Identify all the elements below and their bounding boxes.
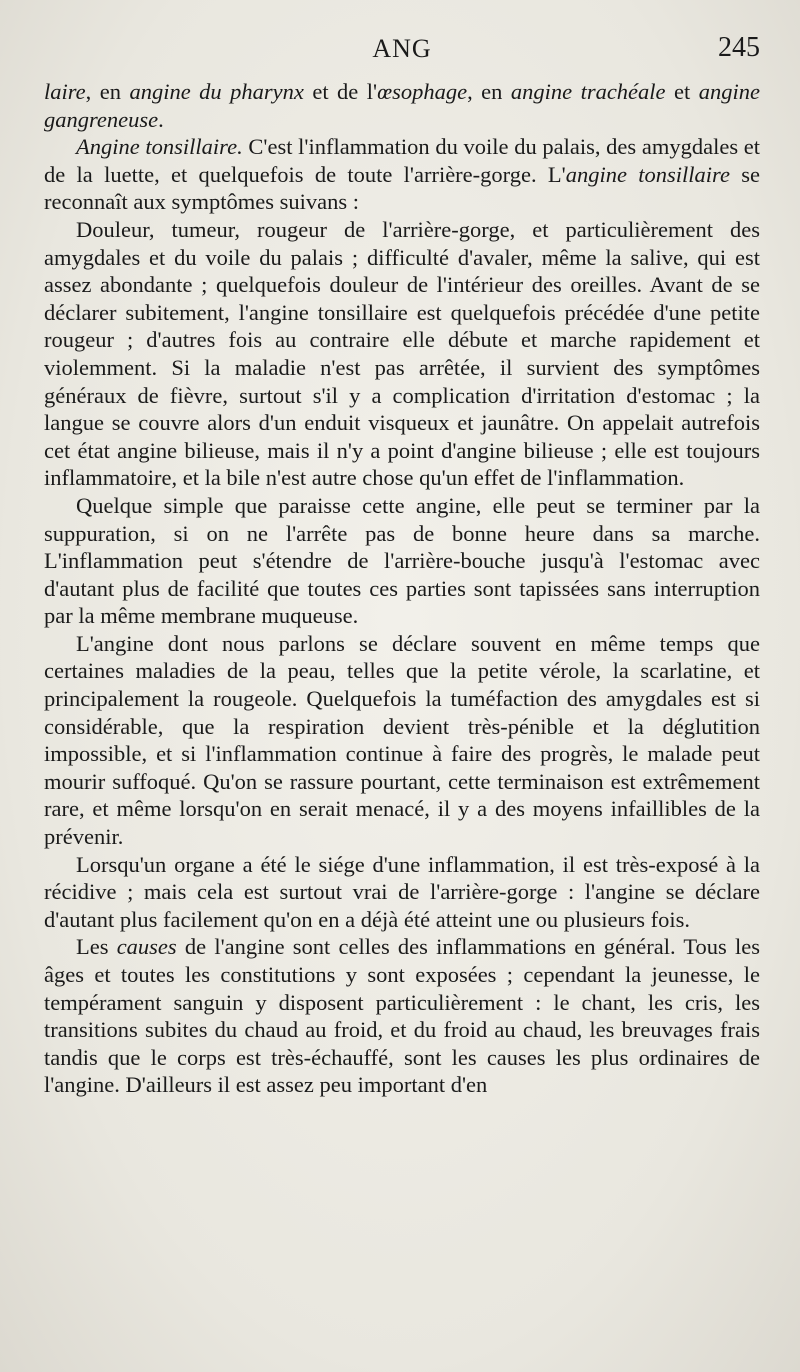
text-run: se reconnaît aux symptômes suivans : [44,161,760,215]
text-run: Quelque simple que paraisse cette angine, elle peut se terminer par la suppuration, si on ne l'arrête pas de bonne heure dans sa marche. L'inflammation peut s'étendre de l'arrière-bouche jusqu'à l'estomac avec d'autant plus de facilité que toutes ces parties sont tapissées sans interruption par la même membrane muqueuse. [44,492,760,629]
paragraph [44,851,760,934]
running-head: ANG [372,34,432,63]
italic-run: œsophage [377,79,468,104]
paragraph [44,933,760,1099]
text-run: . [158,106,164,132]
page-number: 245 [718,32,760,63]
page-header [44,30,760,70]
text-run: de l'angine sont celles des inflammations en général. Tous les âges et toutes les constitutions y sont exposées ; cependant la jeunesse, le tempérament sanguin y disposent particulièrement : le chant, les cris, les transitions subites du chaud au froid, et du froid au chaud, les breuvages frais tandis que le corps est très-échauffé, sont les causes les plus ordinaires de l'angine. D'ailleurs il est assez peu important d'en [44,934,760,1098]
text-run: et [665,79,699,104]
paragraph [44,492,760,630]
text-run: L'angine dont nous parlons se déclare souvent en même temps que certaines maladies de la peau, telles que la petite vérole, la scarlatine, et principalement la rougeole. Quelquefois la tuméfaction des amygdales est si considérable, que la respiration devient très-pénible et la déglutition impossible, et si l'inflammation continue à faire des progrès, le malade peut mourir suffoqué. Qu'on se rassure pourtant, cette terminaison est extrêmement rare, et même lorsqu'on en serait menacé, il y a des moyens infaillibles de la prévenir. [44,630,760,850]
text-run: Lorsqu'un organe a été le siége d'une inflammation, il est très-exposé à la récidive ; mais cela est surtout vrai de l'arrière-gorge : l'angine se déclare d'autant plus facilement qu'on en a déjà été atteint une ou plusieurs fois. [44,851,760,932]
paragraph [44,630,760,851]
italic-run: angine trachéale [510,79,666,104]
italic-run: angine du pharynx [129,79,304,104]
paragraph [44,133,760,216]
paragraph [44,216,760,492]
italic-run: Angine tonsillaire. [76,134,243,160]
text-run: Douleur, tumeur, rougeur de l'arrière-gorge, et particulièrement des amygdales et du voile du palais ; difficulté d'avaler, même la salive, qui est assez abondante ; quelquefois douleur de l'intérieur des oreilles. Avant de se déclarer subitement, l'angine tonsillaire est quelquefois précédée d'une petite rougeur ; d'autres fois au contraire elle débute et marche rapidement et violemment. Si la maladie n'est pas arrêtée, il survient des symptômes généraux de fièvre, surtout s'il y a complication d'irritation d'estomac ; la langue se couvre alors d'un enduit visqueux et jaunâtre. On appelait autrefois cet état angine bilieuse, mais il n'y a point d'angine bilieuse ; elle est toujours inflammatoire, et la bile n'est autre chose qu'un effet de l'inflammation. [44,216,760,491]
paragraph [44,78,760,133]
italic-run: laire [44,79,86,104]
italic-run: angine tonsillaire [565,161,730,187]
italic-run: angine gangreneuse [44,79,760,132]
text-run: , en [467,79,511,104]
text-run: , en [85,79,130,104]
body-text [44,78,760,1099]
text-run: C'est l'inflammation du voile du palais, des amygdales et de la luette, et quelquefois de toute l'arrière-gorge. L' [44,134,760,187]
italic-run: causes [116,934,177,960]
text-run: Les [76,934,117,960]
text-run: et de l' [303,79,378,104]
